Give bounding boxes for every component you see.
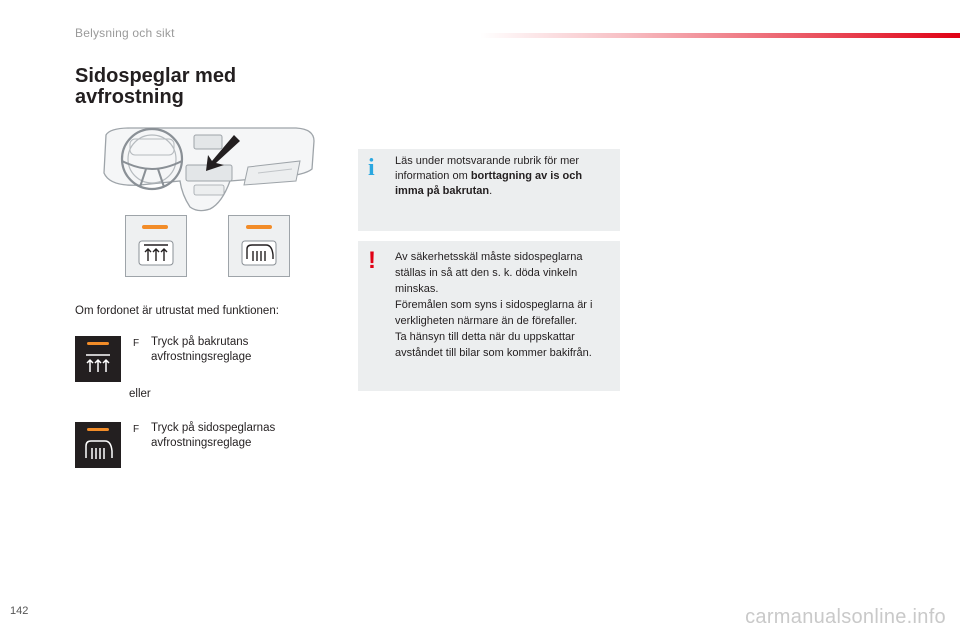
step-rear-defrost (133, 335, 301, 365)
watermark: carmanualsonline.info (745, 606, 946, 628)
info-text-bold: borttagning av is och imma på bakrutan (395, 170, 583, 197)
page-title-line-2: avfrostning (75, 86, 184, 108)
mirror-defrost-icon (75, 422, 121, 468)
step-mirror-defrost (133, 421, 301, 451)
mirror-defrost-switch-illustration (228, 215, 290, 277)
page-number: 142 (10, 605, 29, 617)
rear-defrost-switch-illustration (125, 215, 187, 277)
info-text-part: Läs under motsvarande rubrik för mer information om (395, 155, 580, 182)
page-title-line-1: Sidospeglar med (75, 65, 237, 87)
step-text: Tryck på bakrutans avfrostningsreglage (151, 336, 252, 363)
info-text-end: . (489, 185, 493, 197)
dashboard-illustration (100, 125, 318, 215)
step-text: Tryck på sidospeglarnas avfrostningsreglage (151, 422, 276, 449)
step-bullet: F (133, 338, 140, 349)
rear-window-defrost-icon (75, 336, 121, 382)
warning-text (395, 249, 612, 361)
warning-icon: ! (368, 247, 376, 274)
info-text (395, 154, 612, 199)
header-accent-bar (480, 33, 960, 38)
warning-box (358, 241, 620, 391)
step-bullet: F (133, 424, 140, 435)
warning-line: Ta hänsyn till detta när du uppskattar avståndet till bilar som kommer bakifrån. (395, 331, 592, 359)
warning-line: Föremålen som syns i sidospeglarna är i verkligheten närmare än de förefaller. (395, 299, 593, 327)
section-header: Belysning och sikt (75, 26, 175, 40)
info-icon: i (368, 155, 375, 181)
or-text: eller (129, 388, 151, 400)
info-box (358, 149, 620, 231)
page-title (75, 66, 236, 108)
warning-line: Av säkerhetsskäl måste sidospeglarna ställas in så att den s. k. döda vinkeln minskas. (395, 251, 583, 295)
intro-text: Om fordonet är utrustat med funktionen: (75, 305, 279, 317)
